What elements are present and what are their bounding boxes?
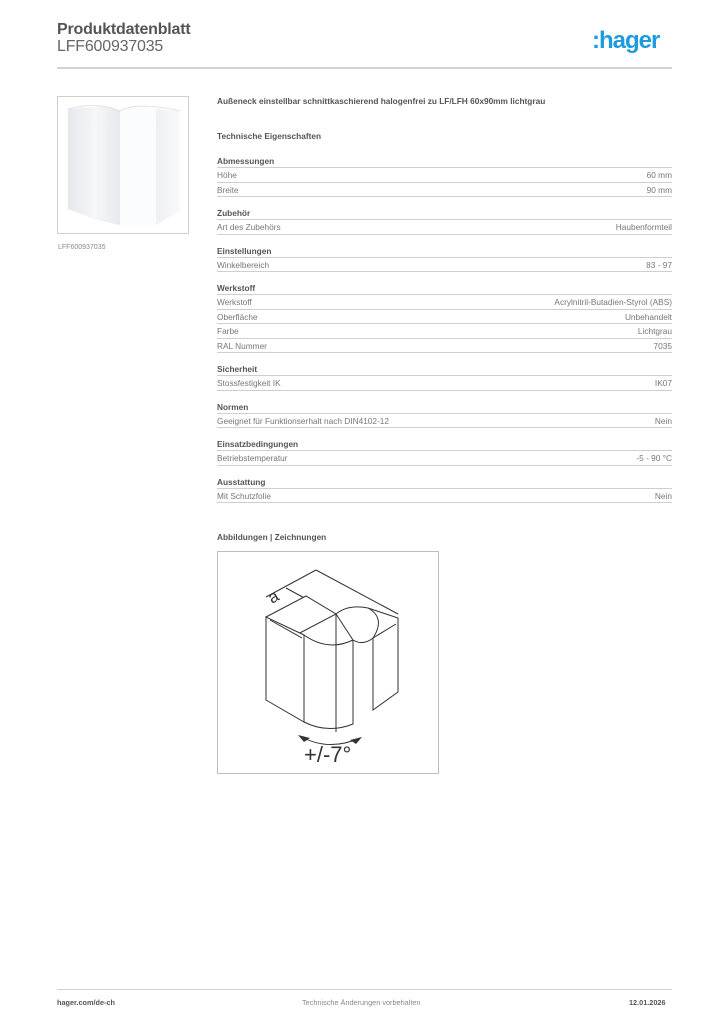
spec-label: Oberfläche xyxy=(217,311,258,322)
spec-group-title: Normen xyxy=(217,401,672,414)
product-description: Außeneck einstellbar schnittkaschierend halogenfrei zu LF/LFH 60x90mm lichtgrau xyxy=(217,96,546,106)
spec-label: Stossfestigkeit IK xyxy=(217,378,281,388)
dimension-label: a xyxy=(264,586,283,608)
spec-group-title: Ausstattung xyxy=(217,476,672,489)
spec-value: 60 mm xyxy=(646,170,672,180)
spec-row xyxy=(217,168,672,183)
angle-label: +/-7° xyxy=(304,742,352,767)
spec-value: Unbehandelt xyxy=(624,311,672,322)
product-photo-caption: LFF600937035 xyxy=(58,244,106,251)
spec-row xyxy=(217,324,672,339)
spec-group-title: Zubehör xyxy=(217,207,672,220)
hager-logo: :hager xyxy=(592,27,660,54)
corner-piece-photo-icon xyxy=(58,97,189,234)
spec-row xyxy=(217,183,672,198)
spec-group-operating-conditions xyxy=(217,438,672,466)
header-divider xyxy=(57,67,672,69)
spec-group-standards xyxy=(217,401,672,429)
spec-value: 83 - 97 xyxy=(646,259,672,270)
spec-label: Geeignet für Funktionserhalt nach DIN4102-12 xyxy=(217,415,390,426)
spec-value: 7035 xyxy=(653,340,672,351)
spec-label: Breite xyxy=(217,184,239,195)
spec-table xyxy=(217,155,672,513)
spec-label: RAL Nummer xyxy=(217,340,267,351)
spec-label: Betriebstemperatur xyxy=(217,453,288,463)
spec-group-dimensions xyxy=(217,155,672,197)
spec-row xyxy=(217,489,672,504)
drawings-title: Abbildungen | Zeichnungen xyxy=(217,532,327,542)
article-number: LFF600937035 xyxy=(57,38,164,55)
spec-group-equipment xyxy=(217,476,672,504)
spec-value: Haubenformteil xyxy=(615,222,672,232)
technical-drawing xyxy=(217,551,439,774)
spec-value: -5 - 90 °C xyxy=(636,453,672,463)
spec-value: Nein xyxy=(654,490,672,501)
spec-group-accessories xyxy=(217,207,672,235)
footer-divider xyxy=(57,989,672,990)
spec-value: Nein xyxy=(654,415,672,426)
spec-row xyxy=(217,220,672,235)
spec-row xyxy=(217,339,672,354)
spec-group-safety xyxy=(217,363,672,391)
product-photo xyxy=(57,96,189,234)
spec-group-title: Abmessungen xyxy=(217,155,672,168)
spec-row xyxy=(217,295,672,310)
spec-label: Art des Zubehörs xyxy=(217,222,281,232)
spec-row xyxy=(217,451,672,466)
spec-group-title: Einsatzbedingungen xyxy=(217,438,672,451)
corner-piece-drawing-icon xyxy=(218,552,438,773)
footer-notice: Technische Änderungen vorbehalten xyxy=(302,998,421,1007)
spec-group-title: Einstellungen xyxy=(217,245,672,258)
spec-row xyxy=(217,258,672,273)
spec-label: Winkelbereich xyxy=(217,259,270,270)
page-title: Produktdatenblatt xyxy=(57,21,191,38)
spec-label: Mit Schutzfolie xyxy=(217,490,271,501)
footer-date: 12.01.2026 xyxy=(629,998,666,1007)
spec-value: 90 mm xyxy=(646,184,672,195)
spec-row xyxy=(217,310,672,325)
spec-row xyxy=(217,414,672,429)
spec-group-title: Werkstoff xyxy=(217,282,672,295)
spec-label: Farbe xyxy=(217,326,239,336)
spec-value: Lichtgrau xyxy=(637,326,672,336)
spec-group-settings xyxy=(217,245,672,273)
spec-group-material xyxy=(217,282,672,353)
spec-row xyxy=(217,376,672,391)
spec-label: Werkstoff xyxy=(217,297,252,307)
spec-value: Acrylnitril-Butadien-Styrol (ABS) xyxy=(554,297,672,307)
spec-value: IK07 xyxy=(654,378,672,388)
spec-group-title: Sicherheit xyxy=(217,363,672,376)
spec-label: Höhe xyxy=(217,170,237,180)
footer-website-link[interactable]: hager.com/de-ch xyxy=(57,998,115,1007)
technical-properties-title: Technische Eigenschaften xyxy=(217,131,322,141)
